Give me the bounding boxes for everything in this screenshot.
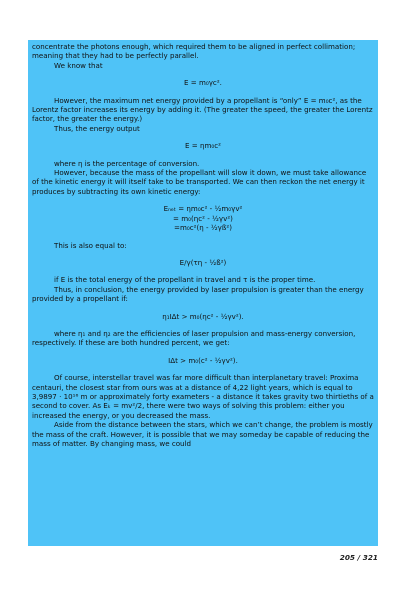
paragraph: concentrate the photons enough, which required them to be aligned in perfect collimation; meaning that they had to be perfectly parallel.	[32, 42, 356, 61]
equation-block	[32, 204, 374, 232]
paragraph: Aside from the distance between the stars, which we can’t change, the problem is mostly the mass of the craft. However, it is possible that we may someday be capable of reducing the mass of matter. By changing mass, we could	[32, 420, 373, 448]
paragraph: However, because the mass of the propellant will slow it down, we must take allowance of the kinetic energy it will itself take to be transported. We can then reckon the net energy it produces by subtracting its own kinetic energy:	[32, 168, 367, 196]
paragraph: where η is the percentage of conversion.	[54, 158, 200, 168]
equation: η₁IΔt > m₀(ηc² - ½γv²).	[162, 311, 244, 321]
paragraph: However, the maximum net energy provided by a propellant is “only” E = m₀c², as the Lorentz factor increases its energy by adding it. (The greater the speed, the greater the Lorentz factor, the greater the energy.)	[32, 95, 373, 124]
equation-line: = m₀(ηc² - ½γv²)	[173, 213, 233, 223]
paragraph: Of course, interstellar travel was far more difficult than interplanetary travel: Proxima centauri, the closest star from ours was at a distance of 4,22 light years, which is equal to 3,9897 · 10¹⁶ m or approximately forty exameters - a distance it takes gravity two thirtieths of a second to cover. As Eₖ = mv²/2, there were two ways of solving this problem: either you increased the energy, or you decreased the mass.	[32, 373, 374, 420]
equation-line: =m₀c²(η - ½γß²)	[174, 223, 232, 233]
equation: E = m₀γc².	[184, 78, 222, 88]
text-panel	[28, 40, 378, 546]
paragraph: Thus, the energy output	[54, 123, 140, 133]
paragraph: if E is the total energy of the propellant in travel and τ is the proper time.	[54, 275, 316, 285]
paragraph: This is also equal to:	[54, 240, 127, 250]
paragraph: We know that	[54, 60, 103, 70]
paragraph: Thus, in conclusion, the energy provided by laser propulsion is greater than the energy provided by a propellant if:	[32, 284, 364, 304]
equation: IΔt > m₀(c² - ½γv²).	[168, 355, 238, 365]
equation: E = ηm₀c²	[185, 141, 221, 151]
page-number: 205 / 321	[339, 553, 378, 562]
paragraph: where η₁ and η₂ are the efficiencies of laser propulsion and mass-energy conversion, respectively. If these are both hundred percent, we get:	[32, 328, 356, 348]
equation-line: Eₙₑₜ = ηm₀c² - ½m₀γv²	[163, 204, 243, 214]
equation: E/γ(τη - ½ß²)	[179, 257, 227, 267]
